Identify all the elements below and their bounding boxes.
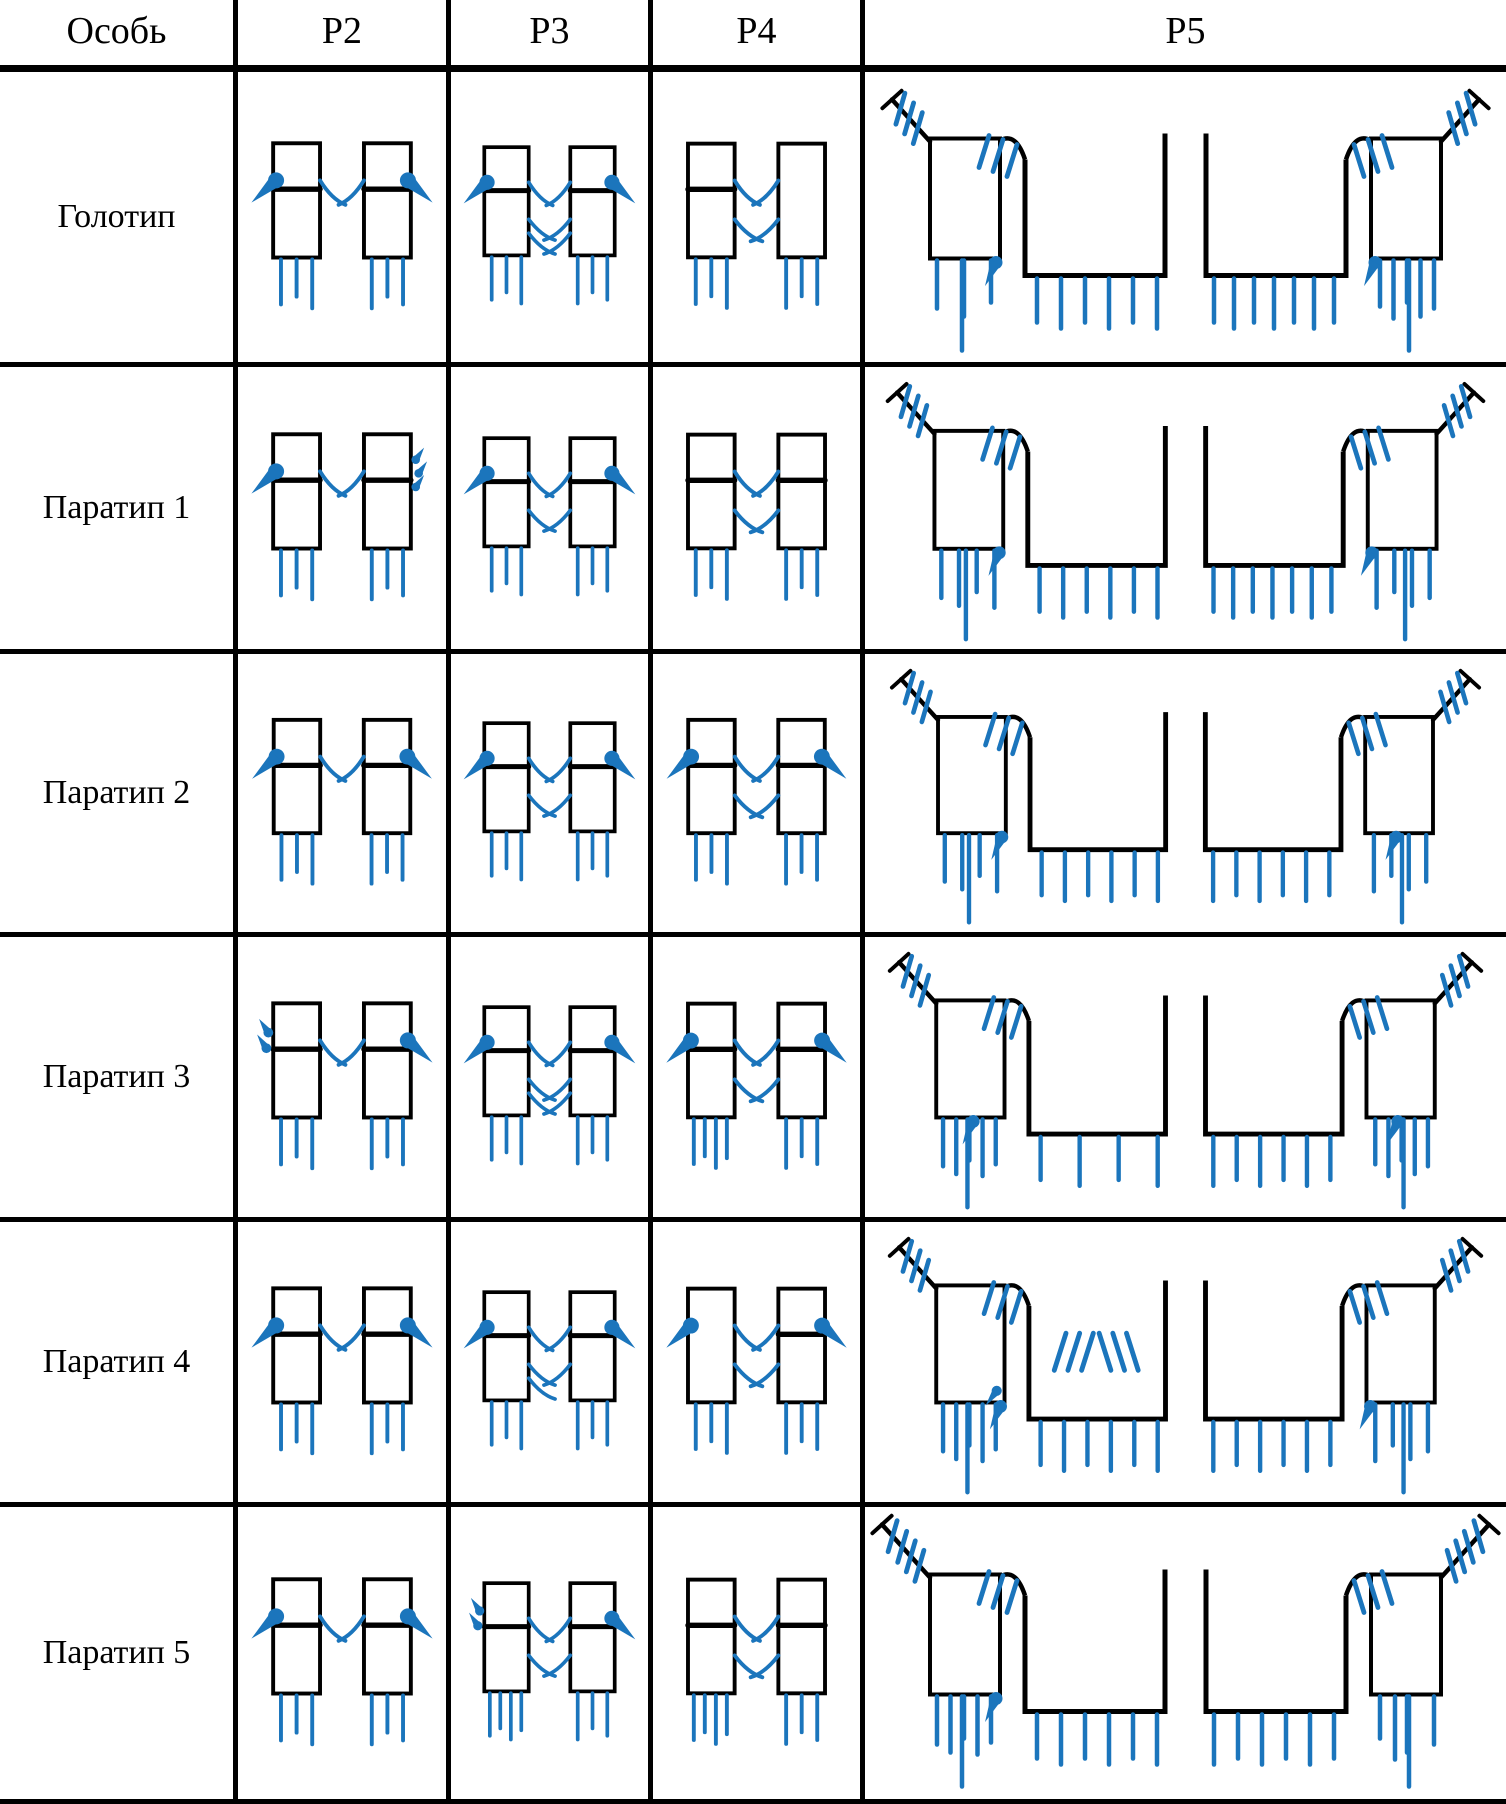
cell-p2-diagram bbox=[238, 1507, 451, 1804]
leg-pair-diagram bbox=[238, 72, 446, 362]
p5-diagram bbox=[865, 937, 1506, 1217]
cell-p5-diagram bbox=[865, 1507, 1506, 1804]
cell-p4-diagram bbox=[653, 654, 865, 937]
p5-diagram bbox=[865, 654, 1506, 932]
cell-p3-diagram bbox=[451, 937, 653, 1222]
header-p2: P2 bbox=[238, 0, 451, 72]
cell-p4-diagram bbox=[653, 367, 865, 654]
p5-diagram bbox=[865, 1222, 1506, 1502]
cell-p5-diagram bbox=[865, 367, 1506, 654]
p5-diagram bbox=[865, 1507, 1506, 1799]
leg-pair-diagram bbox=[653, 1507, 860, 1799]
header-p5: P5 bbox=[865, 0, 1506, 72]
cell-p2-diagram bbox=[238, 937, 451, 1222]
cell-p2-diagram bbox=[238, 367, 451, 654]
cell-p3-diagram bbox=[451, 1222, 653, 1507]
cell-p2-diagram bbox=[238, 654, 451, 937]
leg-pair-diagram bbox=[451, 1507, 648, 1799]
header-p4: P4 bbox=[653, 0, 865, 72]
row-label: Паратип 2 bbox=[0, 654, 238, 937]
row-label: Паратип 4 bbox=[0, 1222, 238, 1507]
leg-pair-diagram bbox=[653, 1222, 860, 1502]
leg-pair-diagram bbox=[653, 367, 860, 649]
leg-pair-diagram bbox=[238, 1222, 446, 1502]
cell-p4-diagram bbox=[653, 72, 865, 367]
cell-p4-diagram bbox=[653, 937, 865, 1222]
leg-pair-diagram bbox=[451, 72, 648, 362]
leg-pair-diagram bbox=[653, 72, 860, 362]
row-label: Паратип 5 bbox=[0, 1507, 238, 1804]
row-label: Паратип 1 bbox=[0, 367, 238, 654]
cell-p3-diagram bbox=[451, 654, 653, 937]
cell-p5-diagram bbox=[865, 72, 1506, 367]
cell-p2-diagram bbox=[238, 1222, 451, 1507]
row-label: Паратип 3 bbox=[0, 937, 238, 1222]
cell-p4-diagram bbox=[653, 1222, 865, 1507]
leg-pair-diagram bbox=[451, 367, 648, 649]
header-individual: Особь bbox=[0, 0, 238, 72]
leg-pair-diagram bbox=[238, 937, 446, 1217]
header-p3: P3 bbox=[451, 0, 653, 72]
leg-pair-diagram bbox=[451, 1222, 648, 1502]
cell-p3-diagram bbox=[451, 72, 653, 367]
leg-pair-diagram bbox=[238, 367, 446, 649]
leg-pair-diagram bbox=[451, 654, 648, 932]
cell-p3-diagram bbox=[451, 367, 653, 654]
p5-diagram bbox=[865, 72, 1506, 362]
leg-pair-diagram bbox=[451, 937, 648, 1217]
leg-pair-diagram bbox=[653, 937, 860, 1217]
leg-pair-diagram bbox=[238, 654, 446, 932]
cell-p5-diagram bbox=[865, 937, 1506, 1222]
cell-p2-diagram bbox=[238, 72, 451, 367]
cell-p5-diagram bbox=[865, 1222, 1506, 1507]
row-label: Голотип bbox=[0, 72, 238, 367]
cell-p4-diagram bbox=[653, 1507, 865, 1804]
cell-p5-diagram bbox=[865, 654, 1506, 937]
cell-p3-diagram bbox=[451, 1507, 653, 1804]
leg-pair-diagram bbox=[238, 1507, 446, 1799]
leg-pair-diagram bbox=[653, 654, 860, 932]
p5-diagram bbox=[865, 367, 1506, 649]
